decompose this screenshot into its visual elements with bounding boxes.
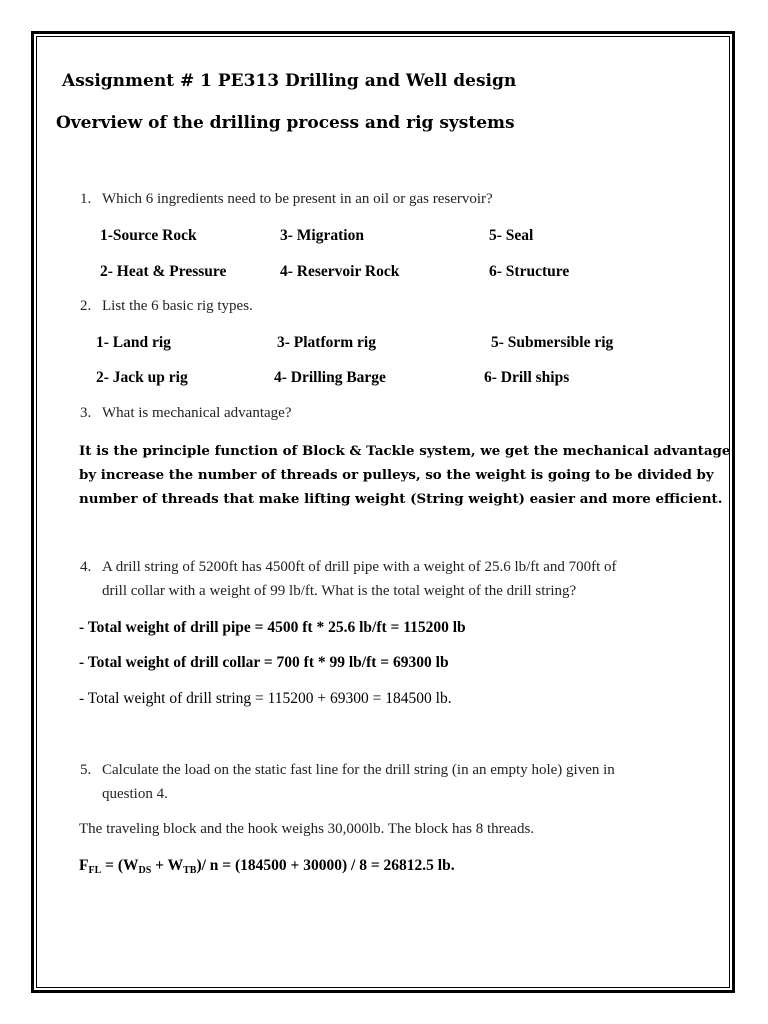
q2-answer: 4- Drilling Barge [274,369,386,386]
q1-answer: 2- Heat & Pressure [100,263,227,280]
q5-formula [79,857,455,876]
q4-calc-drill-pipe: - Total weight of drill pipe = 4500 ft * 25.6 lb/ft = 115200 lb [79,619,466,636]
formula-subscript: FL [88,865,102,876]
q5-number: 5. [80,762,92,778]
page-border-inner [36,36,730,988]
formula-subscript: TB [183,865,197,876]
q5-text-line1: Calculate the load on the static fast line for the drill string (in an empty hole) given in [102,762,615,778]
q1-number: 1. [80,191,92,207]
formula-part: F [79,857,89,874]
q1-text: Which 6 ingredients need to be present in an oil or gas reservoir? [102,191,493,207]
q4-number: 4. [80,559,92,575]
q4-text-line2: drill collar with a weight of 99 lb/ft. What is the total weight of the drill string? [102,583,577,599]
assignment-title: Assignment # 1 PE313 Drilling and Well design [62,71,517,91]
q2-answer: 6- Drill ships [484,369,570,386]
q2-answer: 2- Jack up rig [96,369,188,386]
q1-answer: 4- Reservoir Rock [280,263,400,280]
q4-calc-drill-string: - Total weight of drill string = 115200 + 69300 = 184500 lb. [79,690,452,707]
q4-text-line1: A drill string of 5200ft has 4500ft of drill pipe with a weight of 25.6 lb/ft and 700ft of [102,559,617,575]
formula-part: = (W [101,857,139,874]
q1-answer: 6- Structure [489,263,570,280]
q4-calc-drill-collar: - Total weight of drill collar = 700 ft * 99 lb/ft = 69300 lb [79,654,449,671]
q5-given: The traveling block and the hook weighs 30,000lb. The block has 8 threads. [79,821,535,837]
q3-answer: It is the principle function of Block & Tackle system, we get the mechanical advantage by increase the number of threads or pulleys, so the weight is going to be divided by number of threads that make lifting weight (String weight) easier and more efficient. [79,443,731,507]
q3-text: What is mechanical advantage? [102,405,292,421]
q1-answer: 3- Migration [280,227,364,244]
assignment-subtitle: Overview of the drilling process and rig systems [56,113,515,133]
q2-text: List the 6 basic rig types. [102,298,253,314]
formula-subscript: DS [138,865,152,876]
q1-answer: 1-Source Rock [100,227,197,244]
q2-answer: 3- Platform rig [277,334,376,351]
q5-text-line2: question 4. [102,786,168,802]
q2-answer: 5- Submersible rig [491,334,614,351]
q2-number: 2. [80,298,92,314]
formula-part: )/ n = (184500 + 30000) / 8 = 26812.5 lb. [196,857,455,874]
formula-part: + W [151,857,184,874]
q1-answer: 5- Seal [489,227,534,244]
q3-number: 3. [80,405,92,421]
q2-answer: 1- Land rig [96,334,171,351]
